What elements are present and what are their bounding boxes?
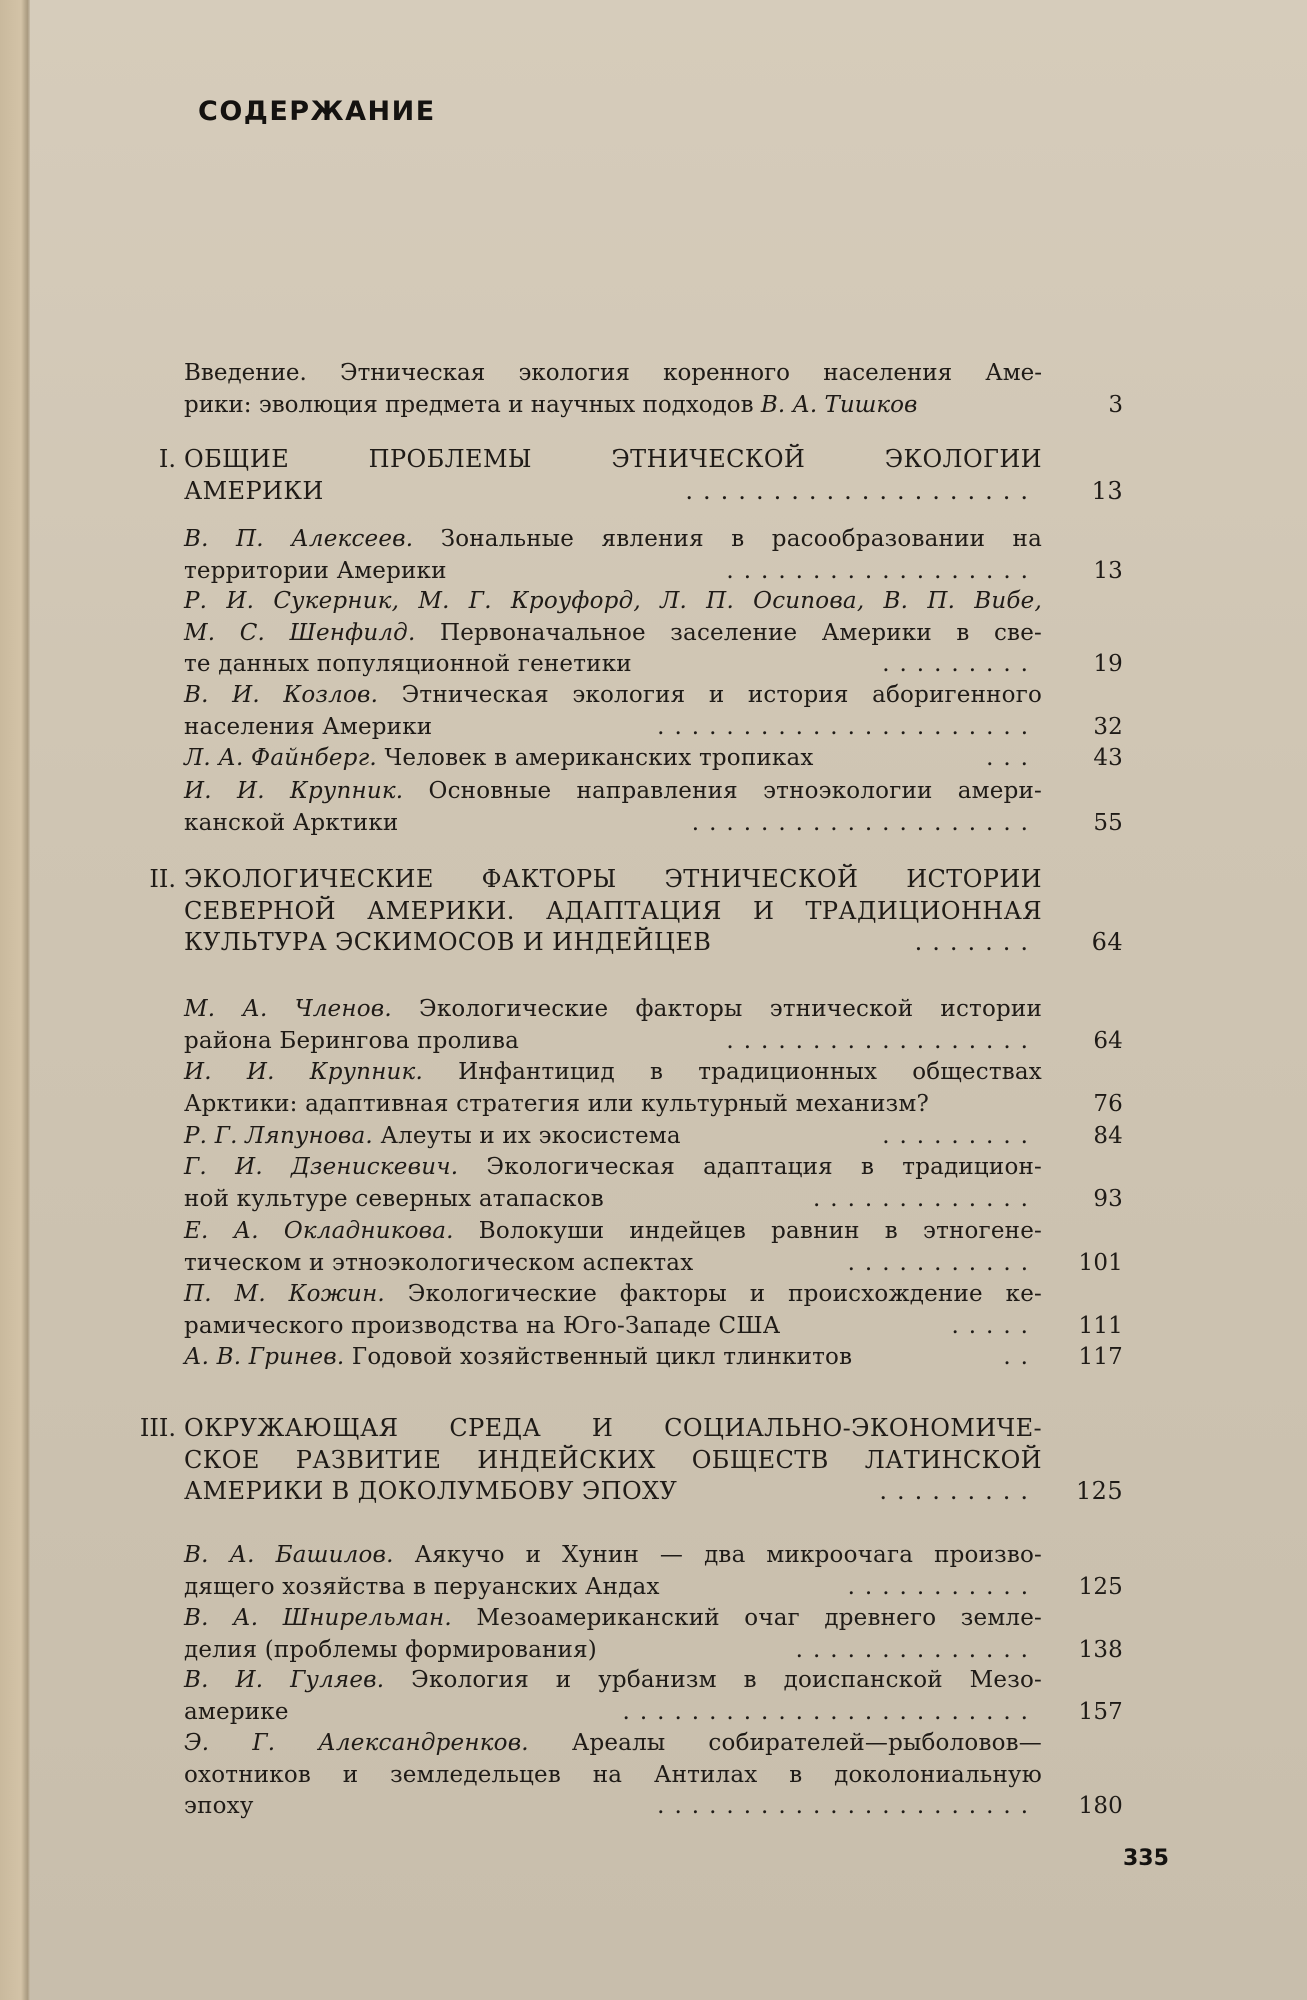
- entry-line: [184, 864, 1042, 895]
- entry-line: [184, 1216, 1042, 1247]
- entry-title: Этническая экология и история аборигенного: [401, 682, 1043, 708]
- entry-author: И. И. Крупник.: [184, 1059, 424, 1085]
- page-reference: 43: [1093, 745, 1123, 771]
- entry-line: [184, 1791, 1123, 1822]
- entry-title: рики: эволюция предмета и научных подходов: [184, 391, 761, 418]
- page-reference: 138: [1078, 1636, 1123, 1663]
- entry-line: [184, 1248, 1123, 1279]
- entry-line: [184, 680, 1042, 711]
- entry-author: М. С. Шенфилд.: [184, 619, 416, 646]
- entry-line: [184, 1476, 1123, 1507]
- page-reference: 101: [1078, 1249, 1123, 1276]
- leader-dots: ..: [1003, 1344, 1038, 1370]
- entry-title: СЕВЕРНОЙ АМЕРИКИ. АДАПТАЦИЯ И ТРАДИЦИОННАЯ: [184, 896, 1042, 925]
- entry-author: В. П. Алексеев.: [184, 526, 414, 552]
- entry-title: делия (проблемы формирования): [184, 1636, 597, 1663]
- entry-title: района Берингова пролива: [184, 1027, 520, 1054]
- leader-dots: .........: [879, 1477, 1038, 1505]
- leader-dots: .......: [914, 928, 1038, 956]
- entry-line: Введение. Этническая экология коренного населения Аме-: [184, 360, 1042, 386]
- entry-title: Человек в американских тропиках: [384, 745, 814, 771]
- page-reference: 117: [1078, 1344, 1123, 1370]
- entry-line: [184, 994, 1042, 1025]
- entry-author: И. И. Крупник.: [184, 778, 404, 804]
- entry-title: Основные направления этноэкологии амери-: [428, 778, 1042, 804]
- entry-line: [184, 1089, 1123, 1120]
- page-reference: 64: [1093, 1027, 1123, 1054]
- entry-line: [184, 712, 1123, 743]
- entry-title: АМЕРИКИ В ДОКОЛУМБОВУ ЭПОХУ: [184, 1477, 678, 1505]
- page-title: СОДЕРЖАНИЕ: [198, 96, 436, 127]
- page-reference: 13: [1093, 557, 1123, 584]
- entry-title: Зональные явления в расообразовании на: [440, 526, 1043, 552]
- page-reference: 19: [1093, 651, 1123, 677]
- section-number: II.: [149, 865, 176, 893]
- entry-author: П. М. Кожин.: [184, 1281, 385, 1307]
- entry-title: Первоначальное заселение Америки в све-: [439, 619, 1042, 646]
- entry-line: [184, 1635, 1123, 1666]
- entry-line: [184, 1728, 1042, 1759]
- entry-author: Е. А. Окладникова.: [184, 1218, 454, 1244]
- leader-dots: ...........: [847, 1249, 1038, 1276]
- page-reference: 180: [1078, 1793, 1123, 1819]
- entry-title: Экологические факторы и происхождение ке-: [407, 1281, 1043, 1307]
- entry-title: Инфантицид в традиционных обществах: [458, 1059, 1042, 1085]
- entry-title: рамического производства на Юго-Западе США: [184, 1312, 781, 1339]
- entry-line: [184, 1279, 1042, 1310]
- page-reference: 76: [1093, 1090, 1123, 1117]
- entry-line: [184, 586, 1042, 617]
- entry-line: [184, 743, 1123, 774]
- entry-title: Аякучо и Хунин — два микроочага произво-: [414, 1542, 1043, 1568]
- entry-author: Г. И. Дзенискевич.: [184, 1154, 459, 1180]
- entry-title: Алеуты и их экосистема: [380, 1123, 681, 1149]
- entry-title: ОБЩИЕ ПРОБЛЕМЫ ЭТНИЧЕСКОЙ ЭКОЛОГИИ: [184, 445, 1042, 473]
- entry-line: [184, 1152, 1042, 1183]
- entry-author: А. В. Гринев.: [184, 1344, 345, 1370]
- entry-title: тическом и этноэкологическом аспектах: [184, 1249, 694, 1276]
- leader-dots: .....: [951, 1312, 1038, 1339]
- leader-dots: ...........: [847, 1573, 1038, 1600]
- leader-dots: ....................: [685, 476, 1038, 505]
- page-reference: 13: [1091, 476, 1123, 505]
- entry-title: америке: [184, 1698, 289, 1725]
- leader-dots: ..............: [795, 1636, 1038, 1663]
- page-reference: 84: [1093, 1123, 1123, 1149]
- entry-title: ОКРУЖАЮЩАЯ СРЕДА И СОЦИАЛЬНО-ЭКОНОМИЧЕ-: [184, 1414, 1042, 1442]
- book-binding-edge: [0, 0, 30, 2000]
- entry-line: [184, 524, 1042, 555]
- entry-line: [184, 1697, 1123, 1728]
- leader-dots: ..................: [726, 1027, 1038, 1054]
- section-number: III.: [139, 1414, 176, 1442]
- entry-line: [184, 1603, 1042, 1634]
- page-reference: 93: [1093, 1185, 1123, 1212]
- entry-line: [184, 649, 1123, 680]
- entry-line: [184, 776, 1042, 807]
- entry-line: [184, 1540, 1042, 1571]
- entry-title: Ареалы собирателей—рыболовов—: [571, 1730, 1042, 1756]
- entry-line: [184, 1057, 1042, 1088]
- leader-dots: .............: [812, 1185, 1038, 1212]
- entry-line: [184, 556, 1123, 587]
- leader-dots: ..................: [726, 557, 1038, 584]
- entry-line: [184, 1445, 1042, 1476]
- entry-title: КУЛЬТУРА ЭСКИМОСОВ И ИНДЕЙЦЕВ: [184, 928, 712, 956]
- entry-title: Волокуши индейцев равнин в этногене-: [478, 1218, 1042, 1244]
- entry-title: ЭКОЛОГИЧЕСКИЕ ФАКТОРЫ ЭТНИЧЕСКОЙ ИСТОРИИ: [184, 865, 1042, 893]
- entry-title: АМЕРИКИ: [184, 476, 324, 505]
- leader-dots: .........: [882, 1123, 1038, 1149]
- entry-author: Р. И. Сукерник, М. Г. Кроуфорд, Л. П. Осипова, В. П. Вибе,: [184, 588, 1042, 614]
- entry-author: В. И. Козлов.: [184, 682, 379, 708]
- entry-line: [184, 896, 1042, 927]
- entry-author: Э. Г. Александренков.: [184, 1730, 529, 1756]
- entry-line: [184, 1026, 1123, 1057]
- entry-title: Годовой хозяйственный цикл тлинкитов: [351, 1344, 853, 1370]
- entry-line: [184, 1121, 1123, 1152]
- entry-title: Экологические факторы этнической истории: [419, 996, 1042, 1022]
- entry-author: М. А. Членов.: [184, 996, 392, 1022]
- leader-dots: ...: [986, 745, 1038, 771]
- page-reference: 3: [1108, 391, 1123, 418]
- entry-line: [184, 1342, 1123, 1373]
- page-reference: 111: [1078, 1312, 1123, 1339]
- entry-title: СКОЕ РАЗВИТИЕ ИНДЕЙСКИХ ОБЩЕСТВ ЛАТИНСКОЙ: [184, 1445, 1042, 1474]
- entry-title: дящего хозяйства в перуанских Андах: [184, 1573, 660, 1600]
- entry-title: Экология и урбанизм в доиспанской Мезо-: [411, 1667, 1043, 1693]
- section-number: I.: [158, 445, 176, 473]
- leader-dots: ....................: [691, 809, 1038, 836]
- page-reference: 64: [1091, 928, 1123, 956]
- page-reference: 55: [1093, 809, 1123, 836]
- entry-title: те данных популяционной генетики: [184, 651, 632, 677]
- entry-author: Л. А. Файнберг.: [184, 745, 377, 771]
- page-reference: 32: [1093, 713, 1123, 740]
- page-reference: 125: [1075, 1477, 1123, 1505]
- entry-title: Мезоамериканский очаг древнего земле-: [476, 1605, 1043, 1631]
- entry-line: [184, 390, 1123, 421]
- entry-title: ной культуре северных атапасков: [184, 1185, 604, 1212]
- entry-author: Р. Г. Ляпунова.: [184, 1123, 373, 1149]
- leader-dots: ........................: [622, 1698, 1038, 1725]
- entry-title: эпоху: [184, 1793, 254, 1819]
- entry-title: территории Америки: [184, 557, 447, 584]
- leader-dots: ......................: [657, 713, 1038, 740]
- leader-dots: .........: [882, 651, 1038, 677]
- entry-line: [184, 618, 1042, 649]
- entry-author: В. И. Гуляев.: [184, 1667, 385, 1693]
- leader-dots: ......................: [657, 1793, 1038, 1819]
- entry-line: [184, 1665, 1042, 1696]
- entry-author: В. А. Шнирельман.: [184, 1605, 452, 1631]
- entry-line: [184, 1184, 1123, 1215]
- entry-author: В. А. Тишков: [760, 391, 918, 418]
- entry-line: [184, 808, 1123, 839]
- entry-line: [184, 1413, 1042, 1444]
- entry-title: охотников и земледельцев на Антилах в доколониальную: [184, 1761, 1042, 1788]
- entry-line: [184, 1572, 1123, 1603]
- entry-author: В. А. Башилов.: [184, 1542, 394, 1568]
- entry-line: [184, 927, 1123, 958]
- page-number: 335: [1123, 1846, 1169, 1871]
- entry-line: [184, 444, 1042, 475]
- entry-title: канской Арктики: [184, 809, 399, 836]
- entry-line: [184, 1760, 1042, 1791]
- entry-title: Экологическая адаптация в традицион-: [486, 1154, 1042, 1180]
- page-reference: 125: [1078, 1573, 1123, 1600]
- entry-line: [184, 1311, 1123, 1342]
- page-reference: 157: [1078, 1698, 1123, 1725]
- entry-title: Арктики: адаптивная стратегия или культурный механизм?: [184, 1090, 929, 1117]
- entry-line: [184, 476, 1123, 507]
- entry-title: населения Америки: [184, 713, 433, 740]
